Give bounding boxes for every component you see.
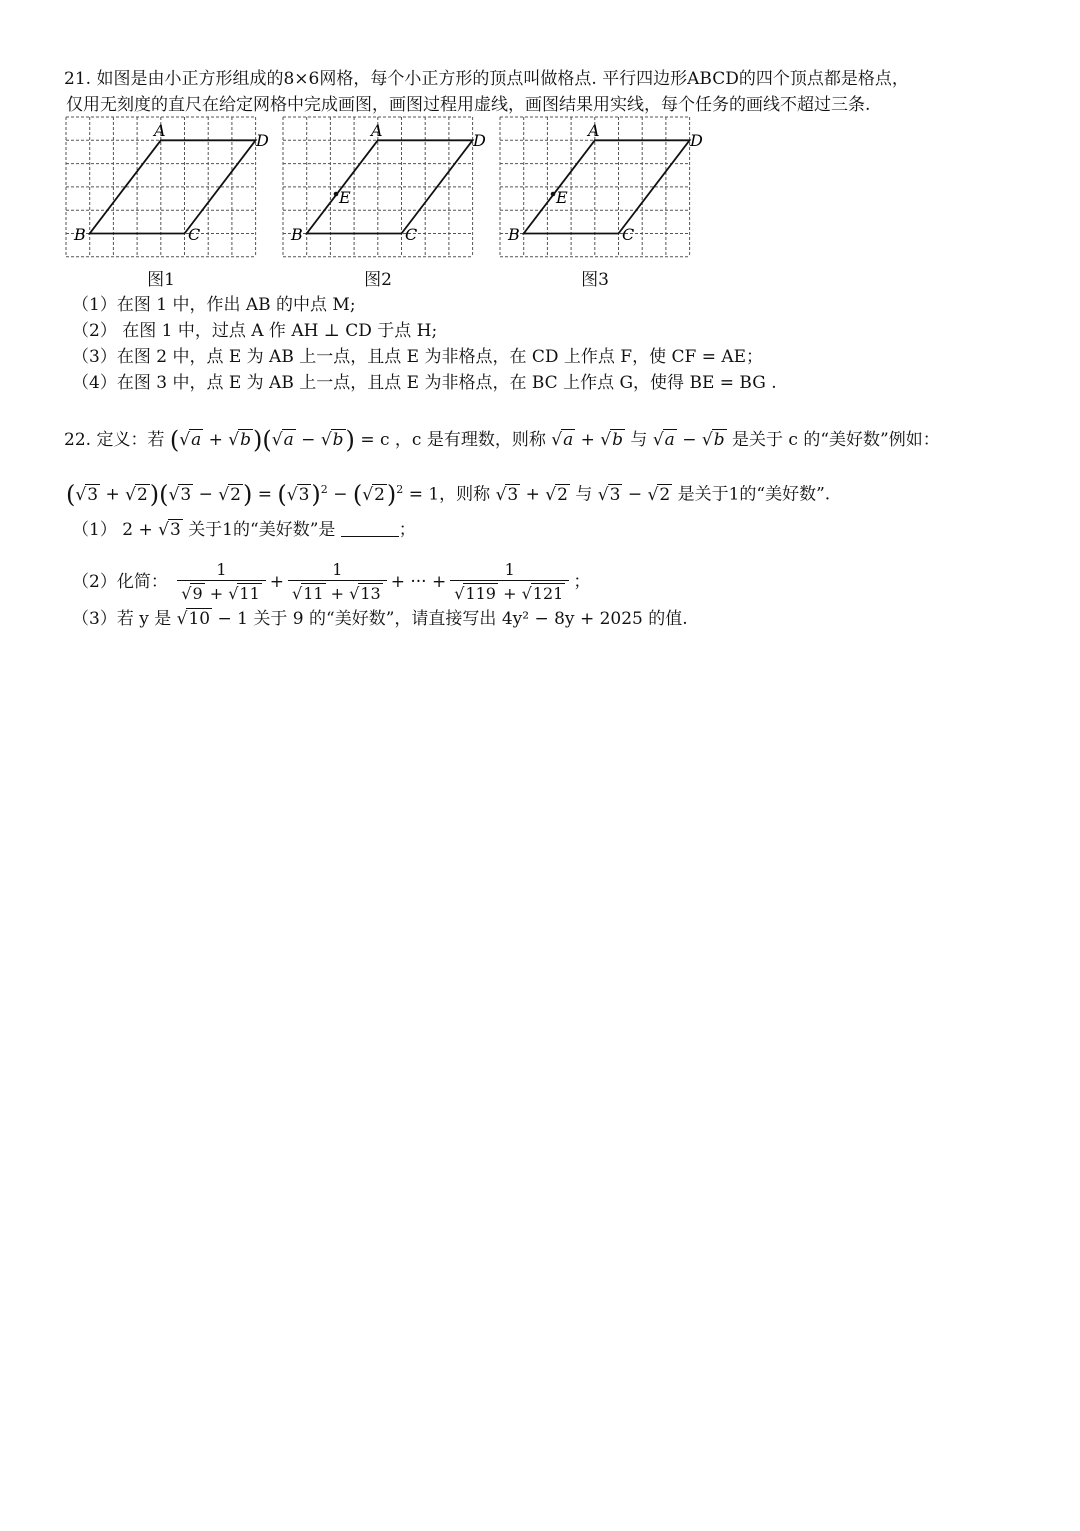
- q21-task-3: （3）在图 2 中，点 E 为 AB 上一点，且点 E 为非格点，在 CD 上作点 F，使 CF = AE；: [72, 347, 764, 367]
- q22-part-1: （1） 2 + √ 3 关于1的“美好数”是 ；: [72, 518, 416, 542]
- q22-part3-expr: 4y² − 8y + 2025: [501, 609, 643, 629]
- figure-2: [281, 115, 486, 295]
- q21-task-1: （1）在图 1 中，作出 AB 的中点 M;: [72, 295, 356, 315]
- q22-example-end: 是关于1的“美好数”.: [677, 484, 831, 505]
- q22-part1-end: ；: [398, 520, 416, 540]
- q22-part3-mid: 关于 9 的“美好数”，请直接写出: [253, 609, 497, 629]
- figure-3-caption: 图3: [581, 270, 609, 290]
- fraction-1: 1 √ 9 + √ 11: [177, 560, 266, 605]
- q21-figures: [64, 115, 704, 305]
- label-a: A: [154, 121, 166, 140]
- label-b: B: [74, 225, 86, 244]
- q22-part1-suffix: 关于1的“美好数”是: [188, 520, 336, 540]
- label-e: E: [339, 188, 351, 207]
- q22-part3-end: 的值.: [648, 609, 688, 629]
- label-d: D: [690, 131, 703, 150]
- q21-task-2: （2） 在图 1 中，过点 A 作 AH ⊥ CD 于点 H;: [72, 321, 438, 341]
- q21-intro-line1: 21. 如图是由小正方形组成的8×6网格，每个小正方形的顶点叫做格点. 平行四边形ABCD的四个顶点都是格点，: [64, 69, 909, 89]
- fraction-3-numerator: 1: [504, 560, 515, 579]
- label-c: C: [405, 225, 418, 244]
- label-b: B: [508, 225, 520, 244]
- label-b: B: [291, 225, 303, 244]
- q22-part3-prefix: （3）若 y 是: [72, 609, 172, 629]
- fraction-3: 1 √ 119 + √ 121: [450, 560, 569, 605]
- q22-part2-dots: + ··· +: [390, 572, 447, 592]
- q22-definition: 22. 定义：若 (√ a + √ b)(√ a − √ b) = c ，c 是有理数，则称 √ a + √ b 与 √ a − √ b 是关于 c 的“美好数”例如：: [64, 428, 940, 452]
- label-d: D: [473, 131, 486, 150]
- fraction-1-radicand-b: 11: [239, 584, 260, 603]
- label-a: A: [371, 121, 383, 140]
- q22-part-2: （2）化简： 1 √ 9 + √ 11 + 1 √ 11 + √ 13 + ··· + 1 √ 119 + √ 121 ；: [72, 560, 590, 605]
- point-e: [551, 192, 556, 197]
- figure-1-grid: [64, 115, 269, 260]
- q22-def-and: 与: [630, 430, 648, 450]
- label-a: A: [588, 121, 600, 140]
- answer-blank[interactable]: [341, 520, 399, 537]
- q22-def-mid: = c ，c 是有理数，则称: [360, 430, 546, 450]
- figure-2-caption: 图2: [364, 270, 392, 290]
- fraction-3-radicand-b: 121: [532, 584, 564, 603]
- q22-part2-end: ；: [573, 572, 591, 592]
- q22-def-end: 是关于 c 的“美好数”例如：: [732, 430, 940, 450]
- fraction-1-radicand-a: 9: [192, 584, 203, 603]
- q22-example: (√ 3 + √ 2)(√ 3 − √ 2) = (√ 3)$^2$ − (√ 2)$^2$ = 1，则称 √ 3 + √ 2 与 √ 3 − √ 2 是关于1的“美好数”.: [66, 478, 830, 507]
- fraction-2-radicand-a: 11: [303, 584, 324, 603]
- q22-example-result: = 1，则称: [408, 484, 491, 505]
- q21-intro-line2: 仅用无刻度的直尺在给定网格中完成画图，画图过程用虚线，画图结果用实线，每个任务的画线不超过三条.: [66, 95, 871, 115]
- q22-def-prefix: 22. 定义：若: [64, 430, 165, 450]
- q22-part2-prefix: （2）化简：: [72, 572, 168, 592]
- q22-part1-prefix: （1）: [72, 520, 117, 540]
- label-c: C: [622, 225, 635, 244]
- fraction-2: 1 √ 11 + √ 13: [288, 560, 387, 605]
- figure-3-grid: [498, 115, 703, 260]
- figure-1-caption: 图1: [147, 270, 175, 290]
- fraction-2-radicand-b: 13: [360, 584, 381, 603]
- point-e: [334, 192, 339, 197]
- q21-task-4: （4）在图 3 中，点 E 为 AB 上一点，且点 E 为非格点，在 BC 上作点 G，使得 BE = BG .: [72, 373, 777, 393]
- fraction-1-numerator: 1: [216, 560, 227, 579]
- label-e: E: [556, 188, 568, 207]
- figure-3: [498, 115, 703, 295]
- figure-1: [64, 115, 269, 295]
- figure-2-grid: [281, 115, 486, 260]
- q22-example-and: 与: [575, 484, 593, 505]
- fraction-2-numerator: 1: [332, 560, 343, 579]
- fraction-3-radicand-a: 119: [465, 584, 496, 603]
- label-c: C: [188, 225, 201, 244]
- q22-part-3: （3）若 y 是 √ 10 − 1 关于 9 的“美好数”，请直接写出 4y² − 8y + 2025 的值.: [72, 607, 688, 631]
- label-d: D: [256, 131, 269, 150]
